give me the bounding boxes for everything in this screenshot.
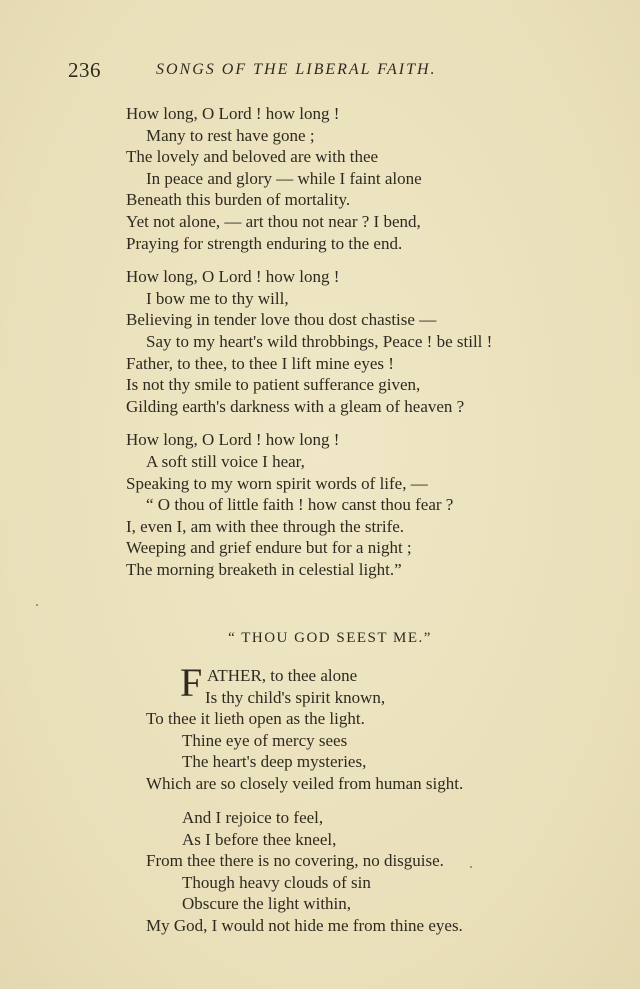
page-header: [0, 58, 640, 88]
paper-speck: [36, 604, 38, 606]
poem-line: “ O thou of little faith ! how canst thou fear ?: [146, 495, 454, 515]
stanza-1: [146, 660, 566, 794]
drop-cap: F: [180, 660, 203, 705]
poem-line: Believing in tender love thou dost chastise —: [126, 310, 437, 330]
poem-line: In peace and glory — while I faint alone: [146, 168, 422, 188]
poem-line: Many to rest have gone ;: [146, 125, 315, 145]
poem-line: As I before thee kneel,: [182, 829, 337, 849]
running-title: SONGS OF THE LIBERAL FAITH.: [156, 61, 437, 78]
poem-line: Speaking to my worn spirit words of life, —: [126, 473, 428, 493]
first-line-text: ATHER, to thee alone: [207, 666, 358, 685]
poem-line: From thee there is no covering, no disguise.: [146, 851, 444, 870]
poem-line: Yet not alone, — art thou not near ? I bend,: [126, 211, 421, 231]
poem-line: How long, O Lord ! how long !: [126, 430, 340, 450]
poem-thou-god-seest-me: [146, 660, 566, 949]
poem-line: The heart's deep mysteries,: [182, 752, 367, 771]
poem-how-long: [126, 103, 586, 592]
stanza-2: [146, 807, 566, 936]
poem-line: Praying for strength enduring to the end.: [126, 233, 403, 253]
poem-line: Obscure the light within,: [182, 894, 352, 913]
poem-line: The morning breaketh in celestial light.”: [126, 559, 402, 579]
poem-line: I, even I, am with thee through the strife.: [126, 516, 405, 536]
poem-line: Gilding earth's darkness with a gleam of heaven ?: [126, 396, 465, 416]
paper-speck: [470, 866, 472, 868]
poem-line: Is thy child's spirit known,: [205, 687, 386, 707]
stanza-2: [126, 266, 586, 417]
poem-line: Say to my heart's wild throbbings, Peace ! be still !: [146, 331, 493, 351]
poem-line: Father, to thee, to thee I lift mine eyes !: [126, 353, 394, 373]
poem-line: Thine eye of mercy sees: [182, 730, 348, 750]
poem-line: Beneath this burden of mortality.: [126, 190, 351, 210]
poem-line: How long, O Lord ! how long !: [126, 104, 340, 123]
poem-line: How long, O Lord ! how long !: [126, 267, 340, 287]
page-number: 236: [68, 58, 101, 82]
poem-line: And I rejoice to feel,: [182, 808, 324, 827]
poem-line: To thee it lieth open as the light.: [146, 709, 365, 728]
poem-line: I bow me to thy will,: [146, 288, 289, 308]
poem-title: “ THOU GOD SEEST ME.”: [228, 630, 432, 646]
poem-line: A soft still voice I hear,: [146, 451, 305, 471]
stanza-3: [126, 429, 586, 580]
poem-line: Though heavy clouds of sin: [182, 872, 371, 892]
stanza-1: [126, 103, 586, 254]
poem-line: My God, I would not hide me from thine eyes.: [146, 915, 463, 935]
poem-line: Which are so closely veiled from human sight.: [146, 773, 464, 793]
poem-line: Weeping and grief endure but for a night ;: [126, 538, 412, 558]
poem-line: Is not thy smile to patient sufferance given,: [126, 375, 421, 395]
poem-line: The lovely and beloved are with thee: [126, 147, 379, 167]
